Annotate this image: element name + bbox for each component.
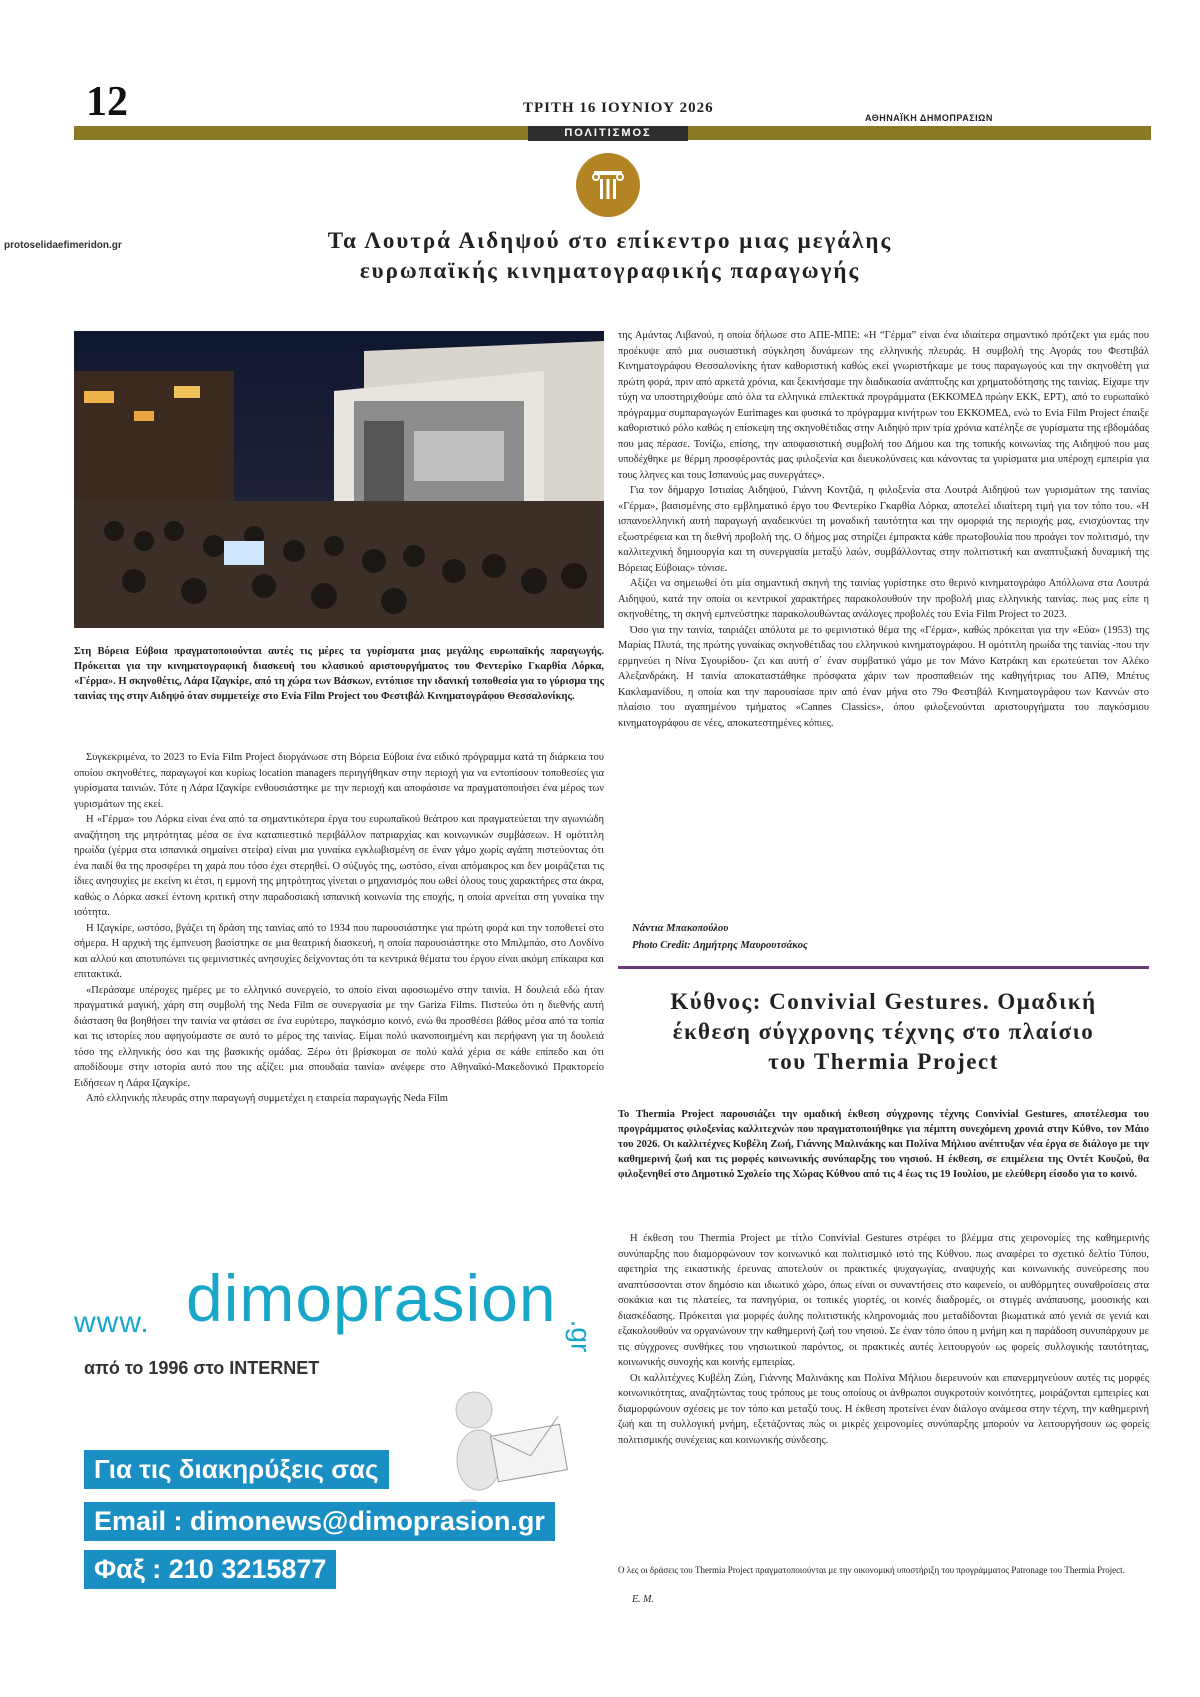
headline-line: ευρωπαϊκής κινηματογραφικής παραγωγής (359, 258, 861, 283)
article-body-right (618, 328, 1149, 731)
article-divider (618, 966, 1149, 969)
headline-line: του Thermia Project (768, 1049, 999, 1074)
article2-intro: Το Thermia Project παρουσιάζει την ομαδική έκθεση σύγχρονης τέχνης Convivial Gestures, αποτέλεσμα του προγράμματος φιλοξενίας καλλιτεχνών που πραγματοποιήθηκε για πέμπτη συνεχόμενη χρονιά στην Κύθνο, τον Μάιο του 2026. Οι καλλιτέχνες Κυβέλη Ζωή, Γιάννης Μαλινάκης και Πολίνα Μήλιου ανέπτυξαν νέα έργα σε διάλογο με την καθημερινή ζωή και τις μορφές κοινωνικής συνύπαρξης του νησιού. Η έκθεση, σε επιμέλεια της Οντέτ Κουζού, θα φιλοξενηθεί στο Δημοτικό Σχολείο της Χώρας Κύθνου από τις 4 έως τις 19 Ιουλίου, με ελεύθερη είσοδο για το κοινό. (618, 1109, 1149, 1180)
paragraph: Όσο για την ταινία, ταιριάζει απόλυτα με το φεμινιστικό θέμα της «Γέρμα», καθώς πρόκειται για την «Εύα» (1953) της Μαρίας Πλυτά, της πρώτης γυναίκας σκηνοθέτιδας του ελληνικού κινηματογράφου. Η ομότιτλη ηρωίδα της ταινίας -που την ερμηνεύει η Νίνα Σγουρίδου- ζει και αυτή σ΄ έναν συμβατικό γάμο με τον Μάνο Κατράκη και ερωτεύεται τον Αλέκο Αλεξανδράκη. Η ταινία αποκαταστάθηκε πρόσφατα χάριν των προσπαθειών της καθηγήτριας του ΑΠΘ, Μπέτυς Κακλαμανίδου, η οποία και την παρουσίασε πριν από έναν μήνα στο 79ο Φεστιβάλ Κινηματογράφου των Καννών στο πλαίσιο του αγαπημένου τμήματος «Cannes Classics», όπου φιλοξενούνται αριστουργήματα του παγκόσμιου κινηματογράφου σε νέες, αποκατεστημένες κόπιες. (618, 624, 1149, 729)
paragraph: Η έκθεση του Thermia Project με τίτλο Convivial Gestures στρέφει το βλέμμα στις χειρονομίες της καθημερινής συνύπαρξης που διαμορφώνουν τον κοινωνικό και πολιτισμικό ιστό της Κύθνου. πως αναφέρει το σχετικό δελτίο Τύπου, αφετηρία της εικαστικής έρευνας αποτελούν οι πρακτικές ψυχαγωγίας, αναψυχής και κοινωνικής συνεύρεσης που αναπτύσσονται στον δημόσιο και ιδιωτικό χώρο, όπως είναι οι συναντήσεις στο καφενείο, οι αυθόρμητες συναθροίσεις στα σοκάκια και τις πλατείες, τα πανηγύρια, οι τοπικές γιορτές, οι κοινές διαδρομές, οι στιγμές ανάπαυσης, μουσικής και διασκέδασης. Πρόκειται για μορφές άυλης πολιτιστικής κληρονομιάς που μεταδίδονται βιωματικά από γενιά σε γενιά και εξακολουθούν να οργανώνουν την καθημερινή ζωή του νησιού. Σε έναν τόπο όπου η μνήμη και η παράδοση συνυπάρχουν με τις σύγχρονες συνθήκες του νησιωτικού παρόντος, οι πρακτικές αυτές λειτουργούν ως φορείς συλλογικής ταυτότητας, κοινωνικής συνοχής και κοινής εμπειρίας. (618, 1233, 1149, 1368)
article2-note: Ο λες οι δράσεις του Thermia Project πραγματοποιούνται με την οικονομική υποστήριξη του προγράμματος Patronage του Thermia Project. (618, 1565, 1125, 1575)
ad-brand: dimoprasion (186, 1261, 557, 1335)
issue-date: ΤΡΙΤΗ 16 ΙΟΥΝΙΟΥ 2026 (523, 100, 714, 116)
article2-headline (618, 987, 1149, 1077)
ad-email: Email : dimonews@dimoprasion.gr (84, 1502, 555, 1541)
byline (632, 920, 808, 954)
mascot-envelope-icon (434, 1370, 584, 1520)
ad-tld: .gr (565, 1319, 597, 1353)
article-headline (220, 226, 1000, 286)
photo-caption: Στη Βόρεια Εύβοια πραγματοποιούνται αυτές τις μέρες τα γυρίσματα μιας μεγάλης ευρωπαϊκής παραγωγής. Πρόκειται για την κινηματογραφική διασκευή του κλασικού αριστουργήματος του Φεντερίκο Γκαρθία Λόρκα, «Γέρμα». Η σκηνοθέτις, Λάρα Ιζαγκίρε, από τη χώρα των Βάσκων, εντόπισε την ιδανική τοποθεσία για το γύρισμα της ταινίας της στην Αιδηψό όταν συμμετείχε στο Evia Film Project του Φεστιβάλ Κινηματογράφου Θεσσαλονίκης. (74, 646, 604, 702)
ad-www: www. (74, 1306, 150, 1339)
headline-line: Τα Λουτρά Αιδηψού στο επίκεντρο μιας μεγάλης (327, 228, 893, 253)
paragraph: Συγκεκριμένα, το 2023 το Evia Film Project διοργάνωσε στη Βόρεια Εύβοια ένα ειδικό πρόγραμμα κατά τη διάρκεια του οποίου σκηνοθέτες, παραγωγοί και κυρίως location managers περιηγήθηκαν στην περιοχή για να εντοπίσουν τοποθεσίες για γυρίσματα ταινιών. Τότε η Λάρα Ιζαγκίρε ενθουσιάστηκε με την περιοχή και αποφάσισε να πραγματοποιήσει ένα μέρος των γυρισμάτων της εκεί. (74, 752, 604, 810)
paragraph: Η «Γέρμα» του Λόρκα είναι ένα από τα σημαντικότερα έργα του ευρωπαϊκού θεάτρου και πραγματεύεται την αγωνιώδη αναζήτηση της μητρότητας μέσα σε ένα καταπιεστικό περιβάλλον πατριαρχίας και κοινωνικών συμβάσεων. Η ομότιτλη ηρωίδα (γέρμα στα ισπανικά σημαίνει στείρα) είναι μια γυναίκα εγκλωβισμένη σε έναν γάμο χωρίς αγάπη πιστεύοντας ότι ένα παιδί θα της προσφέρει τη χαρά που τόσο έχει στερηθεί. Ο σύζυγός της, ωστόσο, είναι απόμακρος και δεν μοιράζεται τις ίδιες ανησυχίες με εκείνη κι έτσι, η εμμονή της μητρότητας γίνεται ο μηχανισμός που ωθεί όλους τους χαρακτήρες στα άκρα, καθώς ο Λόρκα ασκεί έντονη κριτική στην παραδοσιακή ισπανική κοινωνία της εποχής, η οποία αρνείται στη γυναίκα την ισότητα. (74, 814, 604, 918)
dimoprasion-advert (74, 1260, 604, 1600)
paragraph: Η Ιζαγκίρε, ωστόσο, βγάζει τη δράση της ταινίας από το 1934 που παρουσιάστηκε για πρώτη φορά και την τοποθετεί στο σήμερα. Η αρχική της έμπνευση βασίστηκε σε μια θεατρική διασκευή, η οποία παρουσιάστηκε στο Μπιλμπάο, στο Λονδίνο και αλλού και αποτυπώνει τις φεμινιστικές ανησυχίες δείχνοντας ότι τα κεντρικά θέματα του έργου είναι ακόμη επίκαιρα και επιτακτικά. (74, 922, 604, 980)
ad-since: από το 1996 στο INTERNET (84, 1358, 320, 1378)
ad-tagline: Για τις διακηρύξεις σας (84, 1450, 389, 1489)
ad-fax: Φαξ : 210 3215877 (84, 1550, 336, 1589)
headline-line: έκθεση σύγχρονης τέχνης στο πλαίσιο (672, 1019, 1095, 1044)
article-body-left (74, 750, 604, 1107)
paragraph: της Αμάντας Λιβανού, η οποία δήλωσε στο ΑΠΕ-ΜΠΕ: «Η “Γέρμα” είναι ένα ιδιαίτερα σημαντικό πρότζεκτ για εμάς που προέκυψε από μια ουσιαστική σύγκληση δυνάμεων της ελληνικής πλευράς. Η συμβολή της Αγοράς του Φεστιβάλ Κινηματογράφου Θεσσαλονίκης ήταν καθοριστική καθώς εκεί γνωριστήκαμε με τους παραγωγούς και την σκηνοθέτη για πρώτη φορά, πριν από αρκετά χρόνια, και ξεκινήσαμε την διαδικασία ανάπτυξης και χρηματοδότησης της ταινίας. Είχαμε την τύχη να υποστηριχθούμε από όλα τα ελληνικά επιλεκτικά προγράμματα (ΕΚΚΟΜΕΔ πρώην ΕΚΚ, ΕΡΤ), από το ευρωπαϊκό πρόγραμμα συμπαραγωγών Eurimages και φυσικά το πρόγραμμα κινήτρων του ΕΚΚΟΜΕΔ, ενώ το Evia Film Project έπαιξε καθοριστικό ρόλο καθώς η επίσκεψη της σκηνοθέτιδας στην Αιδηψό πριν τρία χρόνια κατέληξε σε γυρίσματα της εβδομάδας που μας πέρασε. Τονίζω, επίσης, την αποφασιστική συμβολή του Δήμου και της τοπικής κοινωνίας της Αιδηψού που μας υποδέχθηκε με θέρμη προσφέροντάς μας φιλοξενία και διευκολύνσεις και κάνοντας τα γυρίσματα μια υπέροχη εμπειρία για τους λληνες και τους Ισπανούς μας συνεργάτες». (618, 330, 1149, 481)
author-name: Νάντια Μπακοπούλου (632, 923, 729, 934)
article2-body (618, 1231, 1149, 1448)
article-photo (74, 331, 604, 628)
paragraph: Από ελληνικής πλευράς στην παραγωγή συμμετέχει η εταιρεία παραγωγής Neda Film (86, 1093, 448, 1104)
column-capital-icon (576, 153, 640, 217)
paragraph: Οι καλλιτέχνες Κυβέλη Ζώη, Γιάννης Μαλινάκης και Πολίνα Μήλιου διερευνούν και επανερμηνεύουν αυτές τις μορφές κοινωνικότητας, αναζητώντας τους τρόπους με τους οποίους οι άνθρωποι συγκροτούν κοινότητες, μοιράζονται εμπειρίες και διαμορφώνουν σχέσεις με τον τόπο και μεταξύ τους. Η έκθεση προτείνει έναν διάλογο ανάμεσα στην τέχνη, την καθημερινή ζωή και τη συλλογική μνήμη, εξετάζοντας πώς οι μικρές χειρονομίες συνύπαρξης μπορούν να λειτουργήσουν ως φορείς πολιτισμικής συνέχειας και κοινωνικής σύνδεσης. (618, 1372, 1149, 1446)
watermark: protoselidaefimeridon.gr (4, 240, 122, 251)
headline-line: Κύθνος: Convivial Gestures. Ομαδική (670, 989, 1097, 1014)
section-label: ΠΟΛΙΤΙΣΜΟΣ (528, 126, 688, 141)
page-number: 12 (86, 79, 128, 125)
paragraph: «Περάσαμε υπέροχες ημέρες με το ελληνικό συνεργείο, το οποίο είναι αφοσιωμένο στην ταινία. Η δουλειά εδώ ήταν πραγματικά μαγική, χάρη στη συμβολή της Neda Film σε συνεργασία με την Gariza Films. Πιστεύω ότι η διεθνής αυτή διάσταση θα βοηθήσει την ταινία να φτάσει σε ένα ευρύτερο, παγκόσμιο κοινό, ενώ θα προσθέσει βάθος μέσα από τα τοπία και τις ιστορίες που αφηγούμαστε σε αυτό το μέρος της ταινίας. Είμαι πολύ ικανοποιημένη και περήφανη για τη δουλειά τόσο της ελληνικής όσο και της βασκικής ομάδας. Ξέρω ότι βρίσκομαι σε πολύ καλά χέρια σε κάθε επίπεδο και ότι αποδίδουμε στην ιστορία αυτό που της αξίζει: μια σπουδαία ταινία» ανέφερε στο Αθηναϊκό-Μακεδονικό Πρακτορείο Ειδήσεων η Λάρα Ιζαγκίρε. (74, 984, 604, 1089)
article2-signature: Ε. Μ. (632, 1594, 654, 1605)
paragraph: Για τον δήμαρχο Ιστιαίας Αιδηψού, Γιάννη Κοντζιά, η φιλοξενία στα Λουτρά Αιδηψού των γυρισμάτων της ταινίας «Γέρμα», βασισμένης στο εμβληματικό έργο του Φεντερίκο Γκαρθία Λόρκα, αποτελεί ιδιαίτερη τιμή για τον τόπο του. «Η ισπανοελληνική αυτή παραγωγή αναδεικνύει τη μοναδική ταυτότητα και την ομορφιά της περιοχής μας, ενισχύοντας την εξωστρέφεια και τη διεθνή προβολή της. Ο δήμος μας στηρίζει έμπρακτα κάθε πρωτοβουλία που προάγει τον πολιτισμό, την καλλιτεχνική δημιουργία και τη συνεργασία μεταξύ λαών, συμβάλλοντας στην πολιτιστική και αναπτυξιακή δυναμική της Βόρειας Εύβοιας» τόνισε. (618, 485, 1149, 574)
photo-credit: Photo Credit: Δημήτρης Μαυρουτσάκος (632, 940, 808, 951)
paragraph: Αξίζει να σημειωθεί ότι μία σημαντική σκηνή της ταινίας γυρίστηκε στο θερινό κινηματογράφο Απόλλωνα στα Λουτρά Αιδηψού, κατά την οποία οι κεντρικοί χαρακτήρες παρακολουθούν την προβολή μιας ελληνικής ταινίας. πως μας είπε η σκηνοθέτης, τη σκηνή εμπνεύστηκε παρακολουθώντας ανάλογες προβολές του Evia Film Project το 2023. (618, 578, 1149, 620)
masthead: ΑΘΗΝΑΪΚΗ ΔΗΜΟΠΡΑΣΙΩΝ (865, 113, 993, 123)
